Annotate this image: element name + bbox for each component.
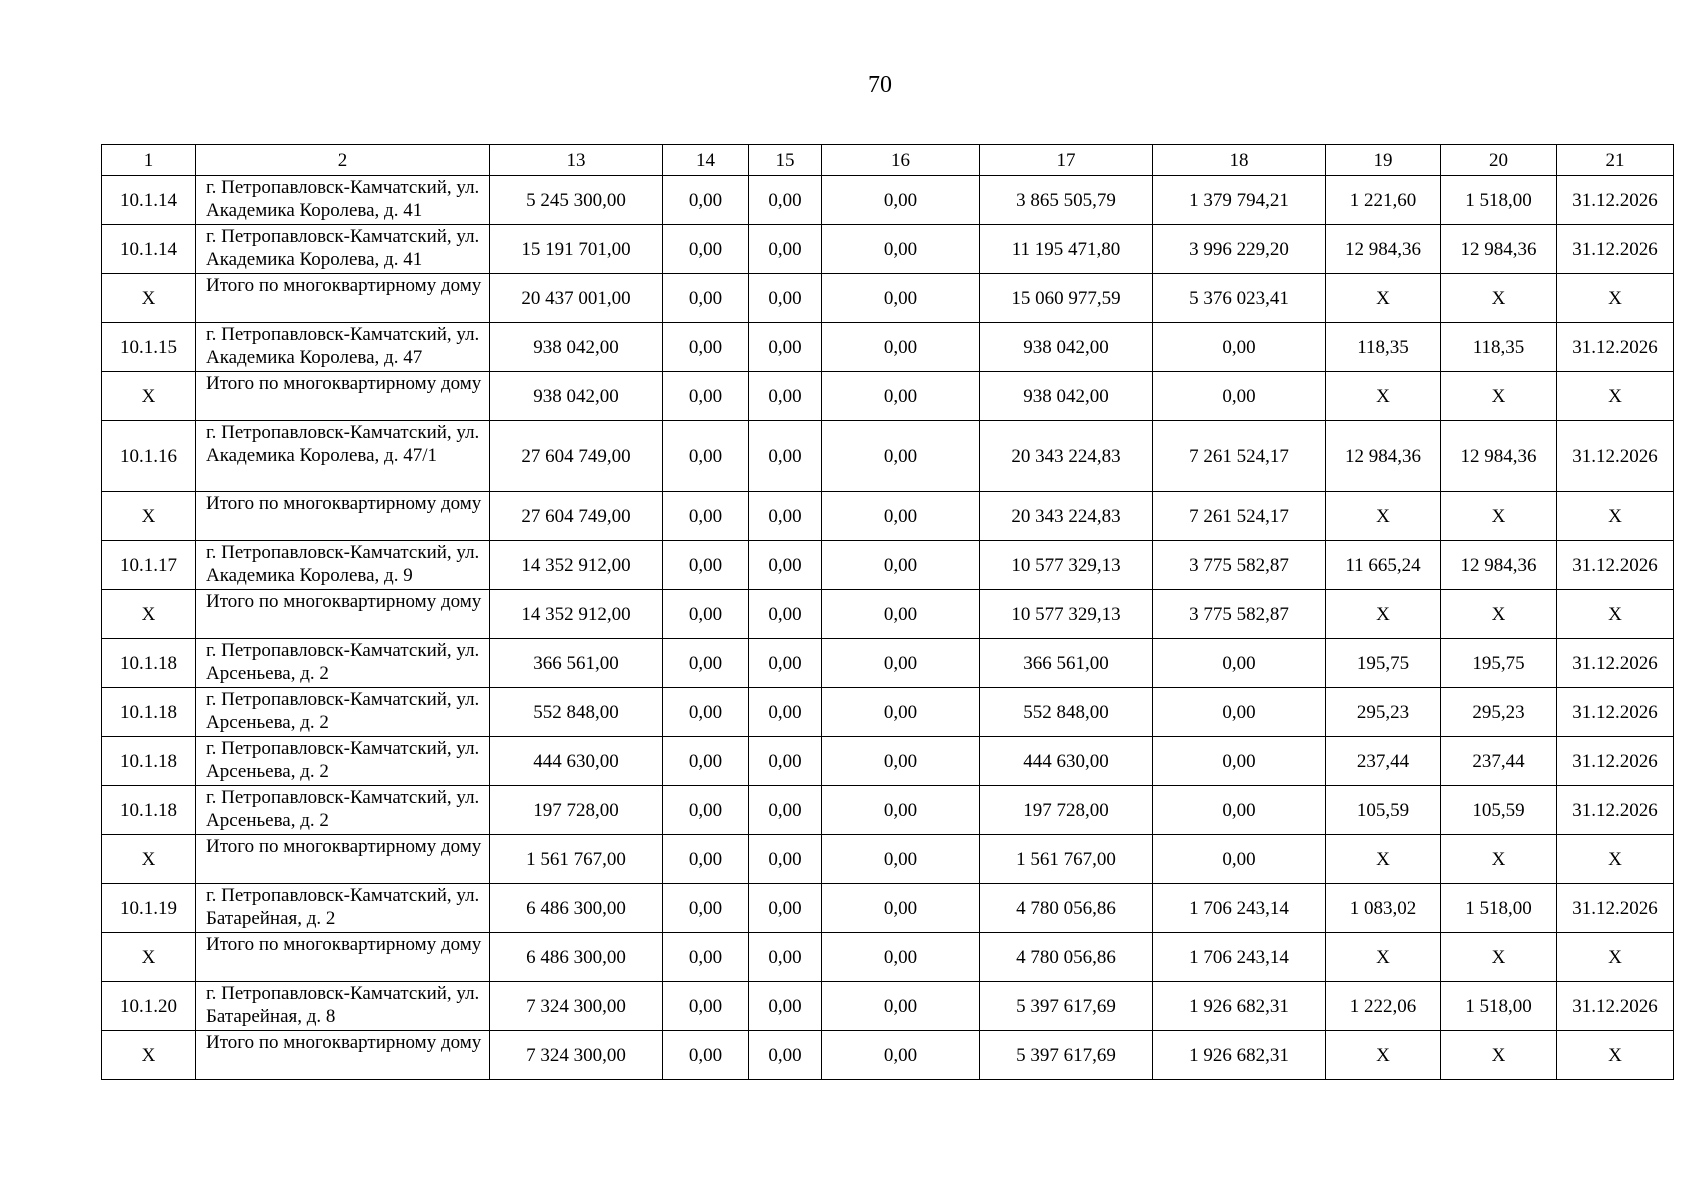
- value-cell: 1 221,60: [1326, 176, 1441, 225]
- value-cell: 12 984,36: [1441, 225, 1557, 274]
- value-cell: 0,00: [663, 323, 749, 372]
- row-number-cell: 10.1.18: [102, 639, 196, 688]
- value-cell: 295,23: [1441, 688, 1557, 737]
- value-cell: X: [1557, 274, 1674, 323]
- value-cell: 0,00: [822, 541, 980, 590]
- value-cell: 15 060 977,59: [980, 274, 1153, 323]
- value-cell: 118,35: [1326, 323, 1441, 372]
- value-cell: 1 706 243,14: [1153, 933, 1326, 982]
- value-cell: 0,00: [749, 492, 822, 541]
- value-cell: 1 561 767,00: [980, 835, 1153, 884]
- value-cell: 0,00: [1153, 372, 1326, 421]
- value-cell: 195,75: [1326, 639, 1441, 688]
- value-cell: 10 577 329,13: [980, 590, 1153, 639]
- value-cell: 0,00: [663, 737, 749, 786]
- column-header: 17: [980, 145, 1153, 176]
- row-number-cell: 10.1.18: [102, 737, 196, 786]
- value-cell: 3 775 582,87: [1153, 541, 1326, 590]
- row-number-cell: X: [102, 933, 196, 982]
- value-cell: 0,00: [749, 225, 822, 274]
- data-table: [101, 144, 1674, 1080]
- value-cell: 0,00: [822, 590, 980, 639]
- address-cell: г. Петропавловск-Камчатский, ул. Арсеньева, д. 2: [196, 786, 490, 835]
- value-cell: X: [1557, 835, 1674, 884]
- value-cell: 0,00: [663, 225, 749, 274]
- value-cell: 31.12.2026: [1557, 225, 1674, 274]
- value-cell: 0,00: [822, 176, 980, 225]
- table-row: [102, 786, 1674, 835]
- table-row: [102, 492, 1674, 541]
- table-row: [102, 590, 1674, 639]
- column-header: 13: [490, 145, 663, 176]
- value-cell: 0,00: [1153, 737, 1326, 786]
- value-cell: 0,00: [663, 884, 749, 933]
- value-cell: 5 397 617,69: [980, 1031, 1153, 1080]
- value-cell: 1 706 243,14: [1153, 884, 1326, 933]
- value-cell: 0,00: [1153, 639, 1326, 688]
- value-cell: 0,00: [749, 421, 822, 492]
- table-row: [102, 835, 1674, 884]
- value-cell: 0,00: [822, 421, 980, 492]
- table-row: [102, 372, 1674, 421]
- value-cell: 3 775 582,87: [1153, 590, 1326, 639]
- address-cell: Итого по многоквартирному дому: [196, 274, 490, 323]
- value-cell: 0,00: [749, 737, 822, 786]
- row-number-cell: X: [102, 590, 196, 639]
- value-cell: 5 397 617,69: [980, 982, 1153, 1031]
- value-cell: X: [1441, 835, 1557, 884]
- value-cell: 105,59: [1441, 786, 1557, 835]
- value-cell: 7 261 524,17: [1153, 492, 1326, 541]
- row-number-cell: 10.1.19: [102, 884, 196, 933]
- value-cell: X: [1557, 590, 1674, 639]
- column-header: 2: [196, 145, 490, 176]
- value-cell: X: [1326, 372, 1441, 421]
- value-cell: 0,00: [822, 639, 980, 688]
- row-number-cell: 10.1.20: [102, 982, 196, 1031]
- value-cell: 295,23: [1326, 688, 1441, 737]
- value-cell: 27 604 749,00: [490, 492, 663, 541]
- row-number-cell: 10.1.15: [102, 323, 196, 372]
- value-cell: 31.12.2026: [1557, 176, 1674, 225]
- value-cell: 5 245 300,00: [490, 176, 663, 225]
- value-cell: 0,00: [749, 835, 822, 884]
- value-cell: 0,00: [663, 982, 749, 1031]
- value-cell: X: [1326, 274, 1441, 323]
- value-cell: 31.12.2026: [1557, 688, 1674, 737]
- value-cell: 11 195 471,80: [980, 225, 1153, 274]
- address-cell: г. Петропавловск-Камчатский, ул. Академика Королева, д. 9: [196, 541, 490, 590]
- value-cell: 4 780 056,86: [980, 884, 1153, 933]
- value-cell: 20 343 224,83: [980, 421, 1153, 492]
- table-row: [102, 688, 1674, 737]
- value-cell: 237,44: [1326, 737, 1441, 786]
- value-cell: 0,00: [822, 372, 980, 421]
- value-cell: X: [1557, 1031, 1674, 1080]
- value-cell: 6 486 300,00: [490, 884, 663, 933]
- value-cell: 0,00: [663, 590, 749, 639]
- value-cell: 444 630,00: [980, 737, 1153, 786]
- row-number-cell: X: [102, 274, 196, 323]
- value-cell: 1 926 682,31: [1153, 982, 1326, 1031]
- value-cell: 0,00: [1153, 323, 1326, 372]
- value-cell: 0,00: [749, 933, 822, 982]
- address-cell: г. Петропавловск-Камчатский, ул. Академика Королева, д. 47: [196, 323, 490, 372]
- value-cell: 11 665,24: [1326, 541, 1441, 590]
- value-cell: 1 222,06: [1326, 982, 1441, 1031]
- value-cell: 938 042,00: [490, 323, 663, 372]
- value-cell: 7 324 300,00: [490, 1031, 663, 1080]
- value-cell: 1 379 794,21: [1153, 176, 1326, 225]
- row-number-cell: X: [102, 835, 196, 884]
- value-cell: 0,00: [749, 590, 822, 639]
- value-cell: 10 577 329,13: [980, 541, 1153, 590]
- value-cell: 31.12.2026: [1557, 639, 1674, 688]
- value-cell: 14 352 912,00: [490, 541, 663, 590]
- column-header: 14: [663, 145, 749, 176]
- row-number-cell: X: [102, 1031, 196, 1080]
- value-cell: 20 343 224,83: [980, 492, 1153, 541]
- address-cell: Итого по многоквартирному дому: [196, 933, 490, 982]
- value-cell: 1 518,00: [1441, 884, 1557, 933]
- value-cell: 237,44: [1441, 737, 1557, 786]
- value-cell: 27 604 749,00: [490, 421, 663, 492]
- value-cell: 0,00: [822, 274, 980, 323]
- address-cell: Итого по многоквартирному дому: [196, 590, 490, 639]
- value-cell: 197 728,00: [490, 786, 663, 835]
- table-row: [102, 323, 1674, 372]
- value-cell: 0,00: [663, 372, 749, 421]
- table-row: [102, 274, 1674, 323]
- value-cell: 0,00: [749, 688, 822, 737]
- value-cell: 6 486 300,00: [490, 933, 663, 982]
- value-cell: 366 561,00: [980, 639, 1153, 688]
- value-cell: X: [1441, 1031, 1557, 1080]
- column-header: 16: [822, 145, 980, 176]
- value-cell: X: [1326, 492, 1441, 541]
- value-cell: 0,00: [663, 835, 749, 884]
- value-cell: X: [1441, 274, 1557, 323]
- value-cell: 0,00: [749, 372, 822, 421]
- value-cell: 366 561,00: [490, 639, 663, 688]
- table-body: [102, 176, 1674, 1080]
- address-cell: г. Петропавловск-Камчатский, ул. Арсеньева, д. 2: [196, 737, 490, 786]
- value-cell: 5 376 023,41: [1153, 274, 1326, 323]
- address-cell: Итого по многоквартирному дому: [196, 372, 490, 421]
- value-cell: 938 042,00: [980, 323, 1153, 372]
- address-cell: г. Петропавловск-Камчатский, ул. Батарейная, д. 2: [196, 884, 490, 933]
- value-cell: 0,00: [1153, 835, 1326, 884]
- address-cell: Итого по многоквартирному дому: [196, 835, 490, 884]
- value-cell: 31.12.2026: [1557, 323, 1674, 372]
- value-cell: 1 926 682,31: [1153, 1031, 1326, 1080]
- address-cell: г. Петропавловск-Камчатский, ул. Академика Королева, д. 41: [196, 225, 490, 274]
- value-cell: 4 780 056,86: [980, 933, 1153, 982]
- value-cell: 0,00: [663, 176, 749, 225]
- table-row: [102, 884, 1674, 933]
- value-cell: 12 984,36: [1441, 541, 1557, 590]
- value-cell: X: [1441, 590, 1557, 639]
- row-number-cell: X: [102, 372, 196, 421]
- value-cell: X: [1441, 933, 1557, 982]
- column-header: 18: [1153, 145, 1326, 176]
- value-cell: 938 042,00: [980, 372, 1153, 421]
- value-cell: 0,00: [749, 541, 822, 590]
- address-cell: Итого по многоквартирному дому: [196, 492, 490, 541]
- value-cell: 3 996 229,20: [1153, 225, 1326, 274]
- value-cell: 0,00: [663, 1031, 749, 1080]
- value-cell: 20 437 001,00: [490, 274, 663, 323]
- value-cell: 0,00: [822, 786, 980, 835]
- value-cell: 0,00: [663, 421, 749, 492]
- address-cell: г. Петропавловск-Камчатский, ул. Арсеньева, д. 2: [196, 639, 490, 688]
- value-cell: 0,00: [663, 786, 749, 835]
- table-row: [102, 1031, 1674, 1080]
- value-cell: 7 324 300,00: [490, 982, 663, 1031]
- value-cell: 0,00: [663, 274, 749, 323]
- value-cell: X: [1326, 933, 1441, 982]
- value-cell: 3 865 505,79: [980, 176, 1153, 225]
- value-cell: 0,00: [749, 884, 822, 933]
- row-number-cell: 10.1.16: [102, 421, 196, 492]
- header-row: [102, 145, 1674, 176]
- value-cell: 0,00: [749, 786, 822, 835]
- value-cell: 552 848,00: [490, 688, 663, 737]
- address-cell: г. Петропавловск-Камчатский, ул. Батарейная, д. 8: [196, 982, 490, 1031]
- address-cell: Итого по многоквартирному дому: [196, 1031, 490, 1080]
- value-cell: 444 630,00: [490, 737, 663, 786]
- value-cell: 0,00: [663, 639, 749, 688]
- value-cell: 0,00: [749, 176, 822, 225]
- table-row: [102, 176, 1674, 225]
- value-cell: X: [1441, 492, 1557, 541]
- row-number-cell: X: [102, 492, 196, 541]
- value-cell: 31.12.2026: [1557, 737, 1674, 786]
- table-row: [102, 982, 1674, 1031]
- value-cell: 0,00: [822, 933, 980, 982]
- value-cell: 0,00: [822, 884, 980, 933]
- value-cell: 12 984,36: [1441, 421, 1557, 492]
- value-cell: 0,00: [822, 982, 980, 1031]
- value-cell: 552 848,00: [980, 688, 1153, 737]
- value-cell: 0,00: [663, 688, 749, 737]
- row-number-cell: 10.1.17: [102, 541, 196, 590]
- value-cell: 31.12.2026: [1557, 786, 1674, 835]
- value-cell: 0,00: [749, 639, 822, 688]
- value-cell: 31.12.2026: [1557, 421, 1674, 492]
- value-cell: 0,00: [822, 323, 980, 372]
- value-cell: X: [1557, 492, 1674, 541]
- table-row: [102, 737, 1674, 786]
- value-cell: 31.12.2026: [1557, 541, 1674, 590]
- value-cell: 197 728,00: [980, 786, 1153, 835]
- address-cell: г. Петропавловск-Камчатский, ул. Арсеньева, д. 2: [196, 688, 490, 737]
- value-cell: 31.12.2026: [1557, 982, 1674, 1031]
- value-cell: X: [1441, 372, 1557, 421]
- value-cell: 0,00: [663, 541, 749, 590]
- value-cell: 0,00: [822, 688, 980, 737]
- value-cell: X: [1326, 590, 1441, 639]
- column-header: 20: [1441, 145, 1557, 176]
- value-cell: 0,00: [1153, 786, 1326, 835]
- value-cell: 938 042,00: [490, 372, 663, 421]
- value-cell: 0,00: [749, 274, 822, 323]
- value-cell: 12 984,36: [1326, 225, 1441, 274]
- address-cell: г. Петропавловск-Камчатский, ул. Академика Королева, д. 41: [196, 176, 490, 225]
- value-cell: 0,00: [663, 933, 749, 982]
- value-cell: 1 561 767,00: [490, 835, 663, 884]
- table-row: [102, 225, 1674, 274]
- row-number-cell: 10.1.14: [102, 176, 196, 225]
- value-cell: 7 261 524,17: [1153, 421, 1326, 492]
- value-cell: X: [1557, 372, 1674, 421]
- value-cell: 195,75: [1441, 639, 1557, 688]
- row-number-cell: 10.1.18: [102, 688, 196, 737]
- value-cell: 0,00: [822, 835, 980, 884]
- value-cell: 1 083,02: [1326, 884, 1441, 933]
- value-cell: 0,00: [822, 737, 980, 786]
- value-cell: 1 518,00: [1441, 982, 1557, 1031]
- row-number-cell: 10.1.18: [102, 786, 196, 835]
- value-cell: 14 352 912,00: [490, 590, 663, 639]
- value-cell: X: [1557, 933, 1674, 982]
- value-cell: 105,59: [1326, 786, 1441, 835]
- row-number-cell: 10.1.14: [102, 225, 196, 274]
- column-header: 21: [1557, 145, 1674, 176]
- value-cell: 0,00: [822, 225, 980, 274]
- column-header: 19: [1326, 145, 1441, 176]
- value-cell: 0,00: [822, 1031, 980, 1080]
- value-cell: 31.12.2026: [1557, 884, 1674, 933]
- value-cell: 0,00: [749, 323, 822, 372]
- address-cell: г. Петропавловск-Камчатский, ул. Академика Королева, д. 47/1: [196, 421, 490, 492]
- value-cell: 0,00: [749, 982, 822, 1031]
- value-cell: 0,00: [663, 492, 749, 541]
- value-cell: 0,00: [822, 492, 980, 541]
- value-cell: 0,00: [1153, 688, 1326, 737]
- column-header: 1: [102, 145, 196, 176]
- value-cell: X: [1326, 1031, 1441, 1080]
- page-number: 70: [868, 72, 892, 98]
- value-cell: 12 984,36: [1326, 421, 1441, 492]
- table-row: [102, 639, 1674, 688]
- value-cell: X: [1326, 835, 1441, 884]
- value-cell: 0,00: [749, 1031, 822, 1080]
- table-row: [102, 541, 1674, 590]
- value-cell: 1 518,00: [1441, 176, 1557, 225]
- table-row: [102, 421, 1674, 492]
- table-row: [102, 933, 1674, 982]
- column-header: 15: [749, 145, 822, 176]
- value-cell: 118,35: [1441, 323, 1557, 372]
- value-cell: 15 191 701,00: [490, 225, 663, 274]
